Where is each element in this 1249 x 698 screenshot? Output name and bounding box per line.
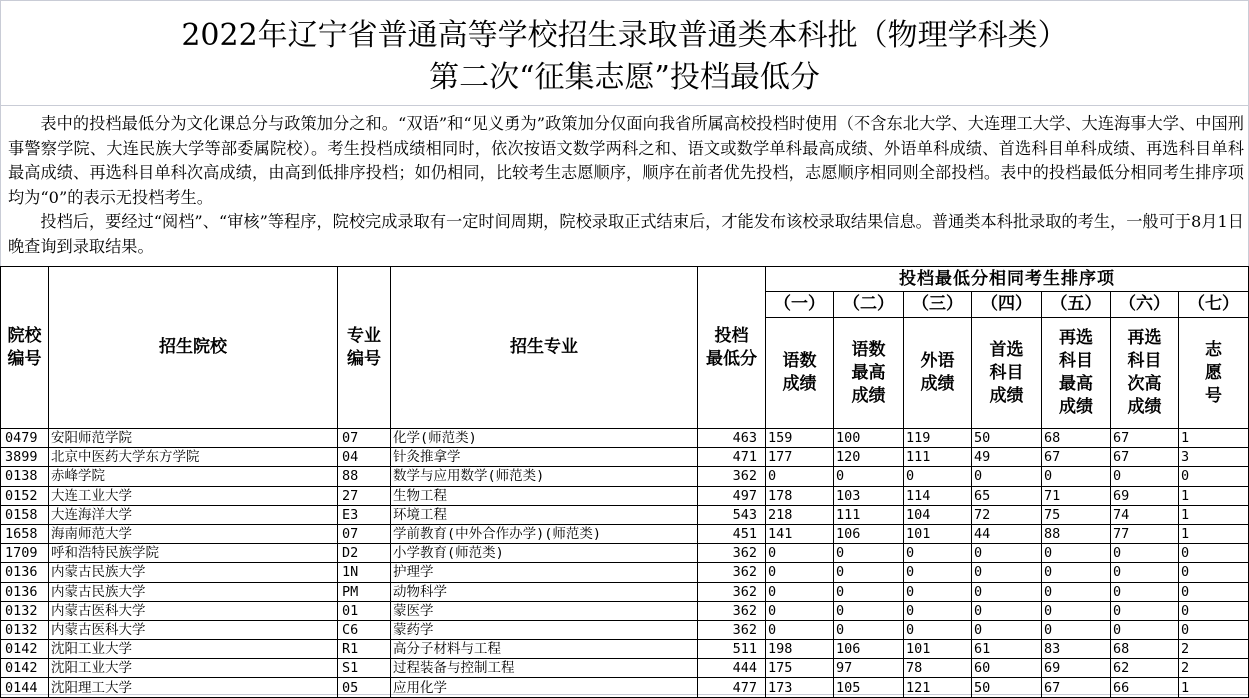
tiebreak-4-cell: 60 (972, 659, 1042, 678)
tiebreak-5-cell: 0 (1042, 544, 1111, 563)
table-row (1, 678, 1249, 697)
tiebreak-2-cell: 100 (834, 429, 904, 448)
tiebreak-3-cell: 121 (904, 678, 972, 697)
tiebreak-6-cell: 67 (1111, 448, 1179, 467)
header-preference-number: 志 愿 号 (1179, 318, 1249, 429)
school-code-cell: 0142 (1, 640, 49, 659)
tiebreak-7-cell: 1 (1179, 524, 1249, 543)
header-school-name: 招生院校 (49, 267, 338, 429)
school-code-cell: 0479 (1, 429, 49, 448)
tiebreak-1-cell: 0 (766, 582, 834, 601)
min-score-cell: 543 (698, 505, 766, 524)
school-name-cell: 内蒙古民族大学 (49, 582, 338, 601)
tiebreak-5-cell: 75 (1042, 505, 1111, 524)
tiebreak-6-cell: 67 (1111, 429, 1179, 448)
tiebreak-1-cell: 173 (766, 678, 834, 697)
header-tiebreak-num-2: （二） (834, 292, 904, 318)
title-block (0, 0, 1249, 106)
header-chinese-math-max: 语数 最高 成绩 (834, 318, 904, 429)
tiebreak-3-cell: 101 (904, 524, 972, 543)
tiebreak-5-cell: 0 (1042, 601, 1111, 620)
header-tiebreak-num-6: （六） (1111, 292, 1179, 318)
tiebreak-4-cell: 0 (972, 601, 1042, 620)
school-code-cell: 0136 (1, 563, 49, 582)
tiebreak-5-cell: 0 (1042, 620, 1111, 639)
school-code-cell: 0144 (1, 678, 49, 697)
tiebreak-7-cell: 2 (1179, 659, 1249, 678)
major-name-cell: 蒙药学 (391, 620, 698, 639)
tiebreak-2-cell: 0 (834, 467, 904, 486)
header-min-score: 投档 最低分 (698, 267, 766, 429)
table-row (1, 524, 1249, 543)
tiebreak-7-cell: 0 (1179, 563, 1249, 582)
header-first-choice-subject: 首选 科目 成绩 (972, 318, 1042, 429)
min-score-cell: 477 (698, 678, 766, 697)
tiebreak-6-cell: 0 (1111, 620, 1179, 639)
tiebreak-2-cell: 0 (834, 601, 904, 620)
school-name-cell: 沈阳工业大学 (49, 659, 338, 678)
major-code-cell: 05 (338, 678, 391, 697)
major-code-cell: 27 (338, 486, 391, 505)
school-code-cell: 1709 (1, 544, 49, 563)
tiebreak-6-cell: 0 (1111, 544, 1179, 563)
tiebreak-6-cell: 62 (1111, 659, 1179, 678)
tiebreak-5-cell: 68 (1042, 429, 1111, 448)
tiebreak-3-cell: 0 (904, 620, 972, 639)
min-score-cell: 451 (698, 524, 766, 543)
tiebreak-4-cell: 0 (972, 544, 1042, 563)
major-code-cell: E3 (338, 505, 391, 524)
tiebreak-7-cell: 1 (1179, 429, 1249, 448)
tiebreak-3-cell: 0 (904, 601, 972, 620)
tiebreak-3-cell: 0 (904, 467, 972, 486)
school-code-cell: 0152 (1, 486, 49, 505)
tiebreak-1-cell: 0 (766, 467, 834, 486)
major-code-cell: 1N (338, 563, 391, 582)
tiebreak-2-cell: 106 (834, 524, 904, 543)
header-tiebreak-num-3: （三） (904, 292, 972, 318)
table-row (1, 620, 1249, 639)
tiebreak-1-cell: 178 (766, 486, 834, 505)
tiebreak-6-cell: 0 (1111, 601, 1179, 620)
tiebreak-2-cell: 0 (834, 582, 904, 601)
major-code-cell: 07 (338, 429, 391, 448)
tiebreak-7-cell: 3 (1179, 448, 1249, 467)
school-name-cell: 内蒙古医科大学 (49, 620, 338, 639)
tiebreak-1-cell: 175 (766, 659, 834, 678)
tiebreak-1-cell: 0 (766, 620, 834, 639)
min-score-cell: 362 (698, 544, 766, 563)
table-body (1, 429, 1249, 698)
tiebreak-1-cell: 141 (766, 524, 834, 543)
school-name-cell: 内蒙古民族大学 (49, 563, 338, 582)
tiebreak-1-cell: 159 (766, 429, 834, 448)
min-score-cell: 362 (698, 582, 766, 601)
tiebreak-6-cell: 69 (1111, 486, 1179, 505)
tiebreak-4-cell: 49 (972, 448, 1042, 467)
table-row (1, 563, 1249, 582)
major-code-cell: PM (338, 582, 391, 601)
tiebreak-7-cell: 0 (1179, 582, 1249, 601)
tiebreak-7-cell: 0 (1179, 620, 1249, 639)
tiebreak-1-cell: 0 (766, 544, 834, 563)
min-score-cell: 497 (698, 486, 766, 505)
tiebreak-4-cell: 72 (972, 505, 1042, 524)
tiebreak-6-cell: 68 (1111, 640, 1179, 659)
tiebreak-6-cell: 66 (1111, 678, 1179, 697)
tiebreak-3-cell: 104 (904, 505, 972, 524)
tiebreak-7-cell: 1 (1179, 505, 1249, 524)
tiebreak-1-cell: 0 (766, 563, 834, 582)
notes-paragraph-2: 投档后，要经过“阅档”、“审核”等程序，院校完成录取有一定时间周期，院校录取正式结束后，才能发布该校录取结果信息。普通类本科批录取的考生，一般可于8月1日晚查询到录取结果。 (8, 212, 1244, 256)
school-code-cell: 0142 (1, 659, 49, 678)
school-code-cell: 3899 (1, 448, 49, 467)
school-name-cell: 赤峰学院 (49, 467, 338, 486)
tiebreak-7-cell: 1 (1179, 678, 1249, 697)
tiebreak-5-cell: 0 (1042, 467, 1111, 486)
header-tiebreak-num-7: （七） (1179, 292, 1249, 318)
major-name-cell: 护理学 (391, 563, 698, 582)
header-tiebreak-group: 投档最低分相同考生排序项 (766, 267, 1249, 292)
tiebreak-6-cell: 74 (1111, 505, 1179, 524)
tiebreak-6-cell: 77 (1111, 524, 1179, 543)
table-header (1, 267, 1249, 429)
tiebreak-6-cell: 0 (1111, 563, 1179, 582)
school-code-cell: 0158 (1, 505, 49, 524)
school-name-cell: 海南师范大学 (49, 524, 338, 543)
header-tiebreak-num-5: （五） (1042, 292, 1111, 318)
school-name-cell: 沈阳工业大学 (49, 640, 338, 659)
major-name-cell: 环境工程 (391, 505, 698, 524)
tiebreak-1-cell: 0 (766, 601, 834, 620)
header-tiebreak-num-4: （四） (972, 292, 1042, 318)
tiebreak-2-cell: 105 (834, 678, 904, 697)
major-name-cell: 蒙医学 (391, 601, 698, 620)
school-name-cell: 内蒙古医科大学 (49, 601, 338, 620)
tiebreak-5-cell: 69 (1042, 659, 1111, 678)
tiebreak-2-cell: 0 (834, 544, 904, 563)
tiebreak-5-cell: 0 (1042, 582, 1111, 601)
min-score-cell: 471 (698, 448, 766, 467)
header-school-code: 院校 编号 (1, 267, 49, 429)
tiebreak-1-cell: 218 (766, 505, 834, 524)
major-code-cell: S1 (338, 659, 391, 678)
header-reselect-second: 再选 科目 次高 成绩 (1111, 318, 1179, 429)
min-score-cell: 444 (698, 659, 766, 678)
major-code-cell: 07 (338, 524, 391, 543)
tiebreak-4-cell: 0 (972, 582, 1042, 601)
table-row (1, 467, 1249, 486)
header-foreign-language: 外语 成绩 (904, 318, 972, 429)
table-row (1, 601, 1249, 620)
tiebreak-3-cell: 114 (904, 486, 972, 505)
tiebreak-2-cell: 103 (834, 486, 904, 505)
min-score-cell: 362 (698, 467, 766, 486)
tiebreak-3-cell: 119 (904, 429, 972, 448)
tiebreak-2-cell: 111 (834, 505, 904, 524)
notes-section (8, 112, 1244, 260)
tiebreak-2-cell: 0 (834, 563, 904, 582)
school-code-cell: 0132 (1, 620, 49, 639)
major-code-cell: R1 (338, 640, 391, 659)
school-code-cell: 0138 (1, 467, 49, 486)
tiebreak-6-cell: 0 (1111, 582, 1179, 601)
tiebreak-5-cell: 83 (1042, 640, 1111, 659)
tiebreak-6-cell: 0 (1111, 467, 1179, 486)
table-row (1, 582, 1249, 601)
tiebreak-3-cell: 78 (904, 659, 972, 678)
tiebreak-5-cell: 71 (1042, 486, 1111, 505)
tiebreak-2-cell: 0 (834, 620, 904, 639)
min-score-cell: 362 (698, 563, 766, 582)
school-name-cell: 安阳师范学院 (49, 429, 338, 448)
major-name-cell: 过程装备与控制工程 (391, 659, 698, 678)
table-row (1, 486, 1249, 505)
table-row (1, 448, 1249, 467)
table-row (1, 429, 1249, 448)
tiebreak-3-cell: 101 (904, 640, 972, 659)
tiebreak-5-cell: 0 (1042, 563, 1111, 582)
major-code-cell: 01 (338, 601, 391, 620)
table-row (1, 505, 1249, 524)
major-name-cell: 数学与应用数学(师范类) (391, 467, 698, 486)
tiebreak-1-cell: 177 (766, 448, 834, 467)
tiebreak-2-cell: 120 (834, 448, 904, 467)
table-row (1, 640, 1249, 659)
notes-paragraph-1: 表中的投档最低分为文化课总分与政策加分之和。“双语”和“见义勇为”政策加分仅面向我省所属高校投档时使用（不含东北大学、大连理工大学、大连海事大学、中国刑事警察学院、大连民族大学等部委属院校）。考生投档成绩相同时，依次按语文数学两科之和、语文或数学单科最高成绩、外语单科成绩、首选科目单科成绩、再选科目单科最高成绩、再选科目单科次高成绩，由高到低排序投档；如仍相同，比较考生志愿顺序，顺序在前者优先投档，志愿顺序相同则全部投档。表中的投档最低分相同考生排序项均为“0”的表示无投档考生。 (8, 114, 1244, 207)
major-code-cell: D2 (338, 544, 391, 563)
tiebreak-4-cell: 65 (972, 486, 1042, 505)
major-code-cell: 88 (338, 467, 391, 486)
header-reselect-max: 再选 科目 最高 成绩 (1042, 318, 1111, 429)
tiebreak-3-cell: 0 (904, 544, 972, 563)
tiebreak-3-cell: 0 (904, 563, 972, 582)
major-name-cell: 针灸推拿学 (391, 448, 698, 467)
header-major-code: 专业 编号 (338, 267, 391, 429)
school-name-cell: 大连海洋大学 (49, 505, 338, 524)
tiebreak-4-cell: 61 (972, 640, 1042, 659)
header-major-name: 招生专业 (391, 267, 698, 429)
tiebreak-2-cell: 97 (834, 659, 904, 678)
min-score-cell: 362 (698, 620, 766, 639)
major-code-cell: 04 (338, 448, 391, 467)
tiebreak-4-cell: 44 (972, 524, 1042, 543)
major-name-cell: 小学教育(师范类) (391, 544, 698, 563)
tiebreak-5-cell: 67 (1042, 448, 1111, 467)
major-name-cell: 高分子材料与工程 (391, 640, 698, 659)
tiebreak-4-cell: 0 (972, 563, 1042, 582)
table-row (1, 544, 1249, 563)
tiebreak-7-cell: 2 (1179, 640, 1249, 659)
header-chinese-math-score: 语数 成绩 (766, 318, 834, 429)
major-name-cell: 应用化学 (391, 678, 698, 697)
tiebreak-3-cell: 0 (904, 582, 972, 601)
tiebreak-7-cell: 1 (1179, 486, 1249, 505)
tiebreak-1-cell: 198 (766, 640, 834, 659)
school-code-cell: 0136 (1, 582, 49, 601)
tiebreak-3-cell: 111 (904, 448, 972, 467)
tiebreak-4-cell: 0 (972, 620, 1042, 639)
min-score-cell: 362 (698, 601, 766, 620)
school-code-cell: 0132 (1, 601, 49, 620)
major-name-cell: 化学(师范类) (391, 429, 698, 448)
header-tiebreak-num-1: （一） (766, 292, 834, 318)
page-subtitle: 第二次“征集志愿”投档最低分 (429, 60, 820, 95)
major-code-cell: C6 (338, 620, 391, 639)
tiebreak-7-cell: 0 (1179, 467, 1249, 486)
table-row (1, 659, 1249, 678)
tiebreak-5-cell: 67 (1042, 678, 1111, 697)
major-name-cell: 学前教育(中外合作办学)(师范类) (391, 524, 698, 543)
tiebreak-7-cell: 0 (1179, 544, 1249, 563)
school-name-cell: 沈阳理工大学 (49, 678, 338, 697)
min-score-cell: 511 (698, 640, 766, 659)
tiebreak-4-cell: 0 (972, 467, 1042, 486)
tiebreak-5-cell: 88 (1042, 524, 1111, 543)
school-name-cell: 大连工业大学 (49, 486, 338, 505)
page-title: 2022年辽宁省普通高等学校招生录取普通类本科批（物理学科类） (181, 18, 1068, 53)
major-name-cell: 动物科学 (391, 582, 698, 601)
tiebreak-4-cell: 50 (972, 678, 1042, 697)
school-name-cell: 北京中医药大学东方学院 (49, 448, 338, 467)
min-score-cell: 463 (698, 429, 766, 448)
school-code-cell: 1658 (1, 524, 49, 543)
school-name-cell: 呼和浩特民族学院 (49, 544, 338, 563)
tiebreak-2-cell: 106 (834, 640, 904, 659)
major-name-cell: 生物工程 (391, 486, 698, 505)
score-table (0, 266, 1249, 698)
tiebreak-4-cell: 50 (972, 429, 1042, 448)
tiebreak-7-cell: 0 (1179, 601, 1249, 620)
